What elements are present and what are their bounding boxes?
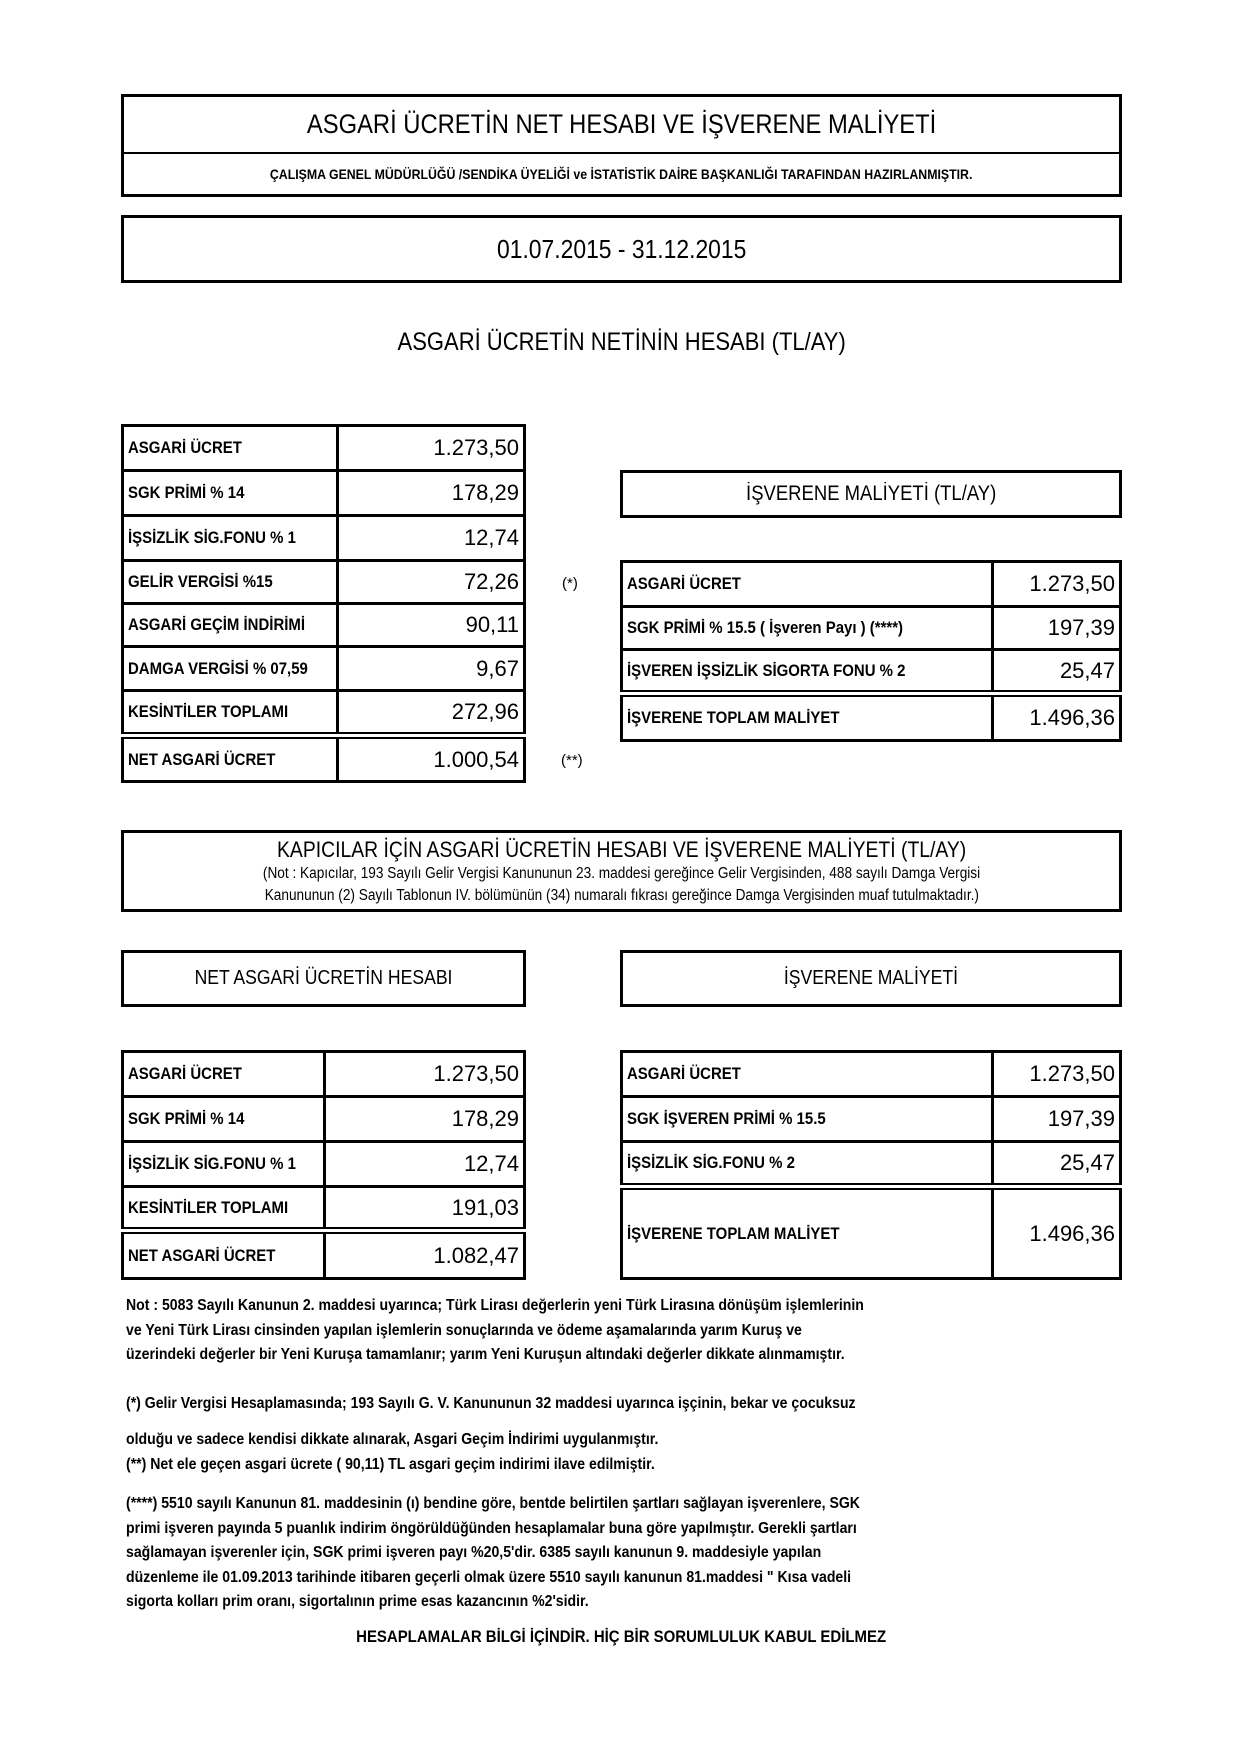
table-row	[123, 561, 525, 604]
table-row	[123, 1142, 525, 1187]
row-value: 1.273,50	[1029, 1061, 1115, 1086]
note-double-star: (**) Net ele geçen asgari ücrete ( 90,11) TL asgari geçim indirimi ilave edilmiştir.	[126, 1455, 655, 1473]
table-row	[622, 607, 1121, 650]
note-line: üzerindeki değerler bir Yeni Kuruşa tamamlanır; yarım Yeni Kuruşun altındaki değerler dikkate alınmamıştır.	[126, 1346, 845, 1363]
row-label: İŞSİZLİK SİG.FONU % 1	[128, 1154, 296, 1173]
note-line: sigorta kolları prim oranı, sigortalının prime esas kazancının %2'sidir.	[126, 1593, 589, 1610]
note-line: Not : 5083 Sayılı Kanunun 2. maddesi uyarınca; Türk Lirası değerlerin yeni Türk Lirasına dönüşüm işlemlerinin	[126, 1297, 864, 1314]
footnote-marker-net: (**)	[561, 752, 583, 769]
row-value: 72,26	[463, 569, 519, 594]
note-line: düzenleme ile 01.09.2013 tarihinde itibaren geçerli olmak üzere 5510 sayılı kanunun 81.maddesi " Kısa vadeli	[126, 1568, 852, 1586]
row-label: ASGARİ ÜCRET	[128, 1064, 242, 1083]
row-value: 90,11	[465, 612, 519, 637]
footnote-marker-gelir: (*)	[562, 575, 578, 592]
row-label: ASGARİ ÜCRET	[627, 574, 741, 593]
row-label: ASGARİ ÜCRET	[627, 1064, 741, 1083]
row-label: GELİR VERGİSİ %15	[128, 572, 273, 591]
prepared-by: ÇALIŞMA GENEL MÜDÜRLÜĞÜ /SENDİKA ÜYELİĞİ ve İSTATİSTİK DAİRE BAŞKANLIĞI TARAFINDAN HAZIRLANMIŞTIR.	[270, 166, 973, 182]
note-four-star	[126, 1492, 1126, 1615]
kapici-note-line-2: Kanununun (2) Sayılı Tablonun IV. bölümünün (34) numaralı fıkrası gereğince Damga Vergisinden muaf tutulmaktadır.)	[264, 887, 979, 904]
table-row	[622, 1097, 1121, 1142]
title-box	[121, 94, 1122, 197]
net-wage-table	[121, 424, 526, 783]
employer-cost-title: İŞVERENE MALİYETİ (TL/AY)	[745, 482, 997, 505]
net-section-title: ASGARİ ÜCRETİN NETİNİN HESABI (TL/AY)	[397, 328, 846, 356]
employer-cost-header	[620, 470, 1122, 518]
table-row	[622, 562, 1121, 607]
note-line: ve Yeni Türk Lirası cinsinden yapılan işlemlerin sonuçlarında ve ödeme aşamalarında yarım Kuruş ve	[126, 1321, 802, 1339]
row-value: 25,47	[1059, 1150, 1115, 1175]
table-row	[123, 516, 525, 561]
row-label: ASGARİ GEÇİM İNDİRİMİ	[128, 615, 306, 634]
row-label: ASGARİ ÜCRET	[128, 438, 242, 457]
table-row	[123, 604, 525, 647]
kapici-net-header	[121, 950, 526, 1007]
row-value: 197,39	[1047, 615, 1115, 640]
row-value: 1.082,47	[433, 1242, 519, 1268]
kapici-unit: (TL/AY)	[900, 837, 967, 862]
kapici-title-line	[277, 837, 966, 863]
row-value: 191,03	[451, 1194, 519, 1220]
kapici-cost-header	[620, 950, 1122, 1007]
table-row	[123, 426, 525, 471]
row-label: İŞVEREN İŞSİZLİK SİGORTA FONU % 2	[627, 660, 906, 680]
note-rounding	[126, 1294, 1126, 1368]
row-value: 1.000,54	[433, 746, 519, 772]
row-label: NET ASGARİ ÜCRET	[128, 749, 276, 769]
row-value: 1.496,36	[1029, 705, 1115, 730]
row-value: 1.496,36	[1029, 1220, 1115, 1246]
row-label: NET ASGARİ ÜCRET	[128, 1245, 276, 1265]
employer-cost-table	[620, 560, 1122, 742]
table-row-total	[622, 694, 1121, 741]
note-line: primi işveren payında 5 puanlık indirim öngörüldüğünden hesaplamalar buna göre yapılmıştır. Gerekli şartları	[126, 1519, 857, 1537]
row-value: 1.273,50	[1029, 571, 1115, 596]
note-line: olduğu ve sadece kendisi dikkate alınarak, Asgari Geçim İndirimi uygulanmıştır.	[126, 1431, 659, 1448]
note-line: (*) Gelir Vergisi Hesaplamasında; 193 Sayılı G. V. Kanununun 32 maddesi uyarınca işçinin, bekar ve çocuksuz	[126, 1395, 856, 1412]
row-label: KESİNTİLER TOPLAMI	[128, 1197, 289, 1217]
row-label: SGK PRİMİ % 15.5 ( İşveren Payı ) (****)	[627, 618, 904, 637]
kapici-cost-table	[620, 1050, 1122, 1280]
row-label: KESİNTİLER TOPLAMI	[128, 702, 289, 721]
kapici-net-table	[121, 1050, 526, 1280]
row-label: İŞVERENE TOPLAM MALİYET	[627, 1223, 840, 1243]
note-star	[126, 1392, 1126, 1417]
kapici-section-box	[121, 830, 1122, 912]
row-value: 12,74	[463, 525, 519, 550]
row-label: SGK PRİMİ % 14	[128, 483, 245, 502]
kapici-cost-header-text: İŞVERENE MALİYETİ	[783, 967, 959, 989]
note-line: sağlamayan işverenler için, SGK primi işveren payı %20,5'dir. 6385 sayılı kanunun 9. maddesiyle yapılan	[126, 1544, 822, 1561]
table-row	[123, 1097, 525, 1142]
table-row	[123, 647, 525, 691]
row-label: İŞSİZLİK SİG.FONU % 2	[627, 1153, 795, 1172]
row-value: 1.273,50	[433, 1061, 519, 1086]
row-label: SGK PRİMİ % 14	[128, 1109, 245, 1128]
row-value: 25,47	[1059, 657, 1115, 683]
table-row	[123, 471, 525, 516]
kapici-title: KAPICILAR İÇİN ASGARİ ÜCRETİN HESABI VE İŞVERENE MALİYETİ	[276, 837, 896, 862]
row-value: 178,29	[451, 480, 519, 505]
row-value: 178,29	[451, 1106, 519, 1131]
table-row	[123, 1052, 525, 1097]
disclaimer	[121, 1627, 1122, 1647]
row-label: İŞSİZLİK SİG.FONU % 1	[128, 528, 296, 547]
note-star-cont	[126, 1428, 1126, 1477]
row-value: 272,96	[451, 699, 519, 724]
table-row-total	[123, 1231, 525, 1279]
row-value: 9,67	[476, 655, 519, 681]
table-row-total	[123, 736, 525, 782]
row-value: 197,39	[1047, 1106, 1115, 1131]
disclaimer-text: HESAPLAMALAR BİLGİ İÇİNDİR. HİÇ BİR SORUMLULUK KABUL EDİLMEZ	[356, 1627, 887, 1646]
table-row	[622, 1052, 1121, 1097]
period-text: 01.07.2015 - 31.12.2015	[496, 233, 747, 264]
kapici-net-header-text: NET ASGARİ ÜCRETİN HESABI	[194, 967, 453, 989]
table-row	[123, 691, 525, 736]
row-value: 12,74	[463, 1151, 519, 1176]
note-line: (****) 5510 sayılı Kanunun 81. maddesinin (ı) bendine göre, bentde belirtilen şartları sağlayan işverenlere, SGK	[126, 1495, 860, 1512]
table-row	[123, 1187, 525, 1231]
document-title: ASGARİ ÜCRETİN NET HESABI VE İŞVERENE MALİYETİ	[306, 109, 937, 139]
table-row	[622, 650, 1121, 694]
period-box	[121, 215, 1122, 283]
row-value: 1.273,50	[433, 435, 519, 460]
row-label: SGK İŞVEREN PRİMİ % 15.5	[627, 1109, 826, 1128]
row-label: DAMGA VERGİSİ % 07,59	[128, 658, 308, 678]
kapici-note-line-1: (Not : Kapıcılar, 193 Sayılı Gelir Vergisi Kanununun 23. maddesi gereğince Gelir Vergisinden, 488 sayılı Damga Vergisi	[262, 865, 981, 882]
row-label: İŞVERENE TOPLAM MALİYET	[627, 708, 840, 727]
table-row	[622, 1142, 1121, 1187]
table-row-total	[622, 1187, 1121, 1279]
